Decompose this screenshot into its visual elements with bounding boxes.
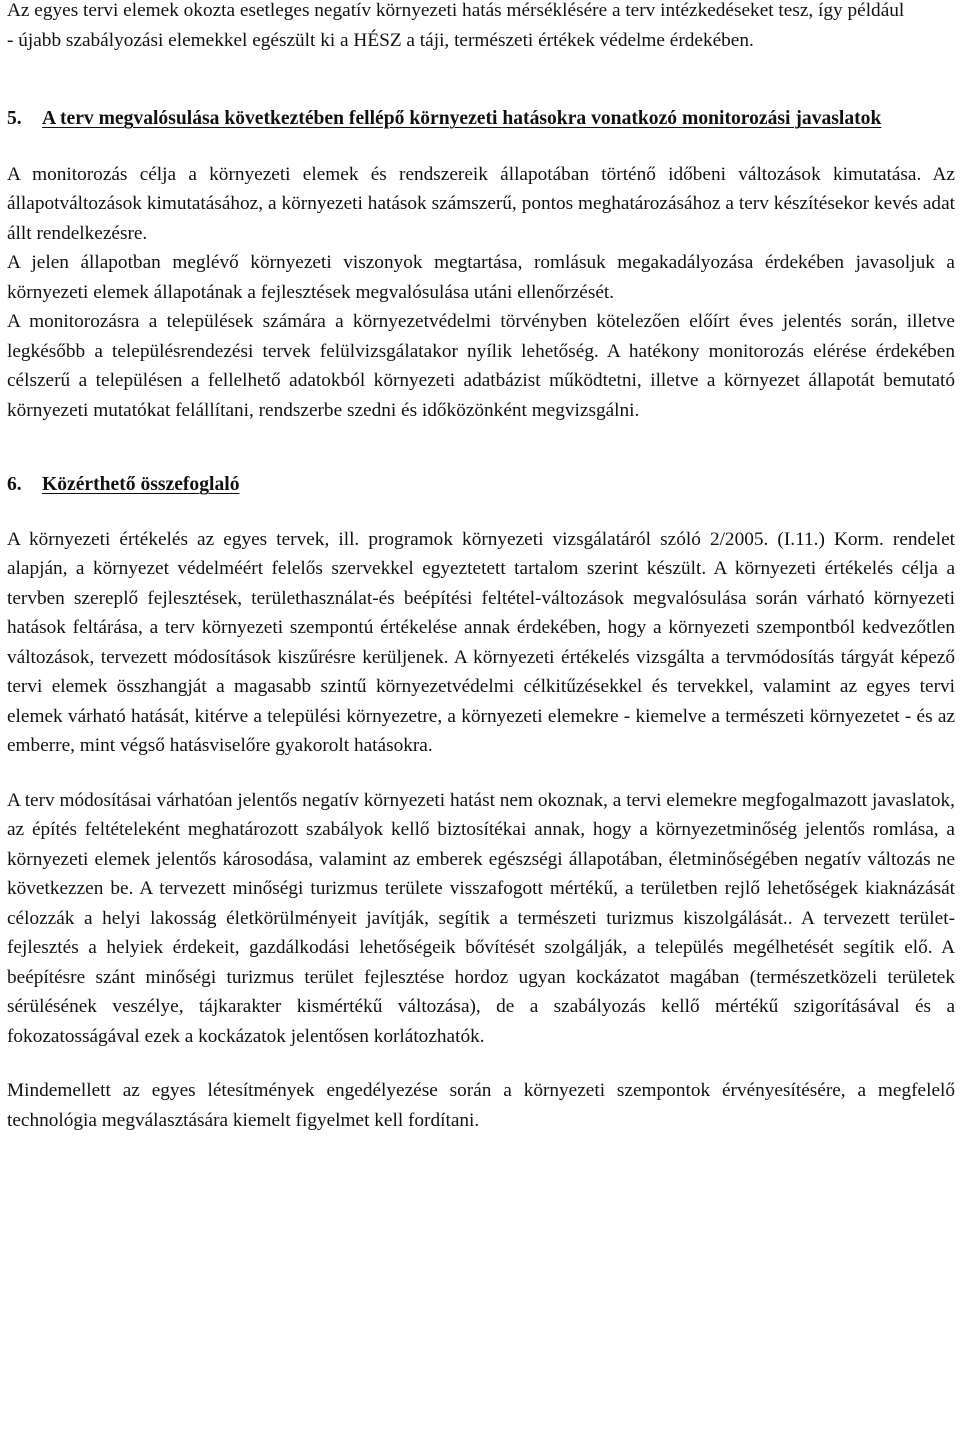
section-5-heading [7, 104, 955, 134]
section-5-paragraph-2: A jelen állapotban meglévő környezeti viszonyok megtartása, romlásuk megakadályozása érdekében javasoljuk a környezeti elemek állapotának a fejlesztések megvalósulása utáni ellenőrzését. [7, 252, 955, 303]
section-5-paragraph-3: A monitorozásra a települések számára a környezetvédelmi törvényben kötelezően előírt éves jelentés során, illetve legkésőbb a településrendezési tervek felülvizsgálatakor nyílik lehetőség. A hatékony monitorozás elérése érdekében célszerű a településen a fellelhető adatokból környezeti adatbázist működtetni, illetve a környezet állapotát bemutató környezeti mutatókat felállítani, rendszerbe szedni és időközönként megvizsgálni. [7, 311, 955, 421]
list-dash: - [7, 29, 19, 51]
document-page [7, 0, 955, 1135]
intro-list-item [7, 26, 955, 56]
section-6-paragraph-1: A környezeti értékelés az egyes tervek, ill. programok környezeti vizsgálatáról szóló 2/2005. (I.11.) Korm. rendelet alapján, a környezet védelméért felelős szervekkel egyeztetett tartalom szerint készült. A környezeti értékelés célja a tervben szereplő fejlesztések, területhasználat-és beépítési feltétel-változások megvalósulása során várható környezeti hatások feltárása, a terv környezeti szempontú értékelése annak érdekében, hogy a környezeti szempontból kedvezőtlen változások, tervezett módosítások kiszűrésre kerüljenek. A környezeti értékelés vizsgálta a tervmódosítás tárgyát képező tervi elemek összhangját a magasabb szintű környezetvédelmi célkitűzésekkel és tervekkel, valamint az egyes tervi elemek várható hatását, kitérve a települési környezetre, a környezeti elemekre - kiemelve a természeti környezetet - és az emberre, mint végső hatásviselőre gyakorolt hatásokra. [7, 528, 955, 756]
section-6-heading [7, 470, 955, 500]
section-5-number: 5. [7, 108, 22, 129]
section-6-paragraph-3: Mindemellett az egyes létesítmények engedélyezése során a környezeti szempontok érvényesítésére, a megfelelő technológia megválasztására kiemelt figyelmet kell fordítani. [7, 1080, 955, 1131]
intro-list-item-text: újabb szabályozási elemekkel egészült ki a HÉSZ a táji, természeti értékek védelme érdekében. [18, 29, 754, 51]
section-6-paragraph-2: A terv módosításai várhatóan jelentős negatív környezeti hatást nem okoznak, a tervi elemekre megfogalmazott javaslatok, az építés feltételeként meghatározott szabályok kellő biztosítékai annak, hogy a környezetminőség jelentős romlása, a környezeti elemek jelentős károsodása, valamint az emberek egészségi állapotában, életminőségében negatív változás ne következzen be. A tervezett minőségi turizmus területe visszafogott mértékű, a területben rejlő lehetőségek kiaknázását célozzák a helyi lakosság életkörülményeit javítják, segítik a természeti turizmus kiszolgálását.. A tervezett terület-fejlesztés a helyiek érdekeit, gazdálkodási lehetőségeik bővítését szolgálják, a település megélhetését segítik elő. A beépítésre szánt minőségi turizmus terület fejlesztése hordoz ugyan kockázatot magában (természetközeli területek sérülésének veszélye, tájkarakter kismértékű változása), de a szabályozás kellő mértékű szigorításával és a fokozatosságával ezek a kockázatok jelentősen korlátozhatók. [7, 789, 955, 1047]
section-6-title: Közérthető összefoglaló [42, 474, 240, 495]
intro-paragraph: Az egyes tervi elemek okozta esetleges negatív környezeti hatás mérséklésére a terv intézkedéseket tesz, így például [7, 0, 905, 21]
section-5-paragraph-1: A monitorozás célja a környezeti elemek és rendszereik állapotában történő időbeni változások kimutatása. Az állapotváltozások kimutatásához, a környezeti hatások számszerű, pontos meghatározásához a terv készítésekor kevés adat állt rendelkezésre. [7, 163, 955, 244]
section-6-number: 6. [7, 474, 22, 495]
section-5-title: A terv megvalósulása következtében fellépő környezeti hatásokra vonatkozó monitorozási javaslatok [42, 108, 882, 129]
